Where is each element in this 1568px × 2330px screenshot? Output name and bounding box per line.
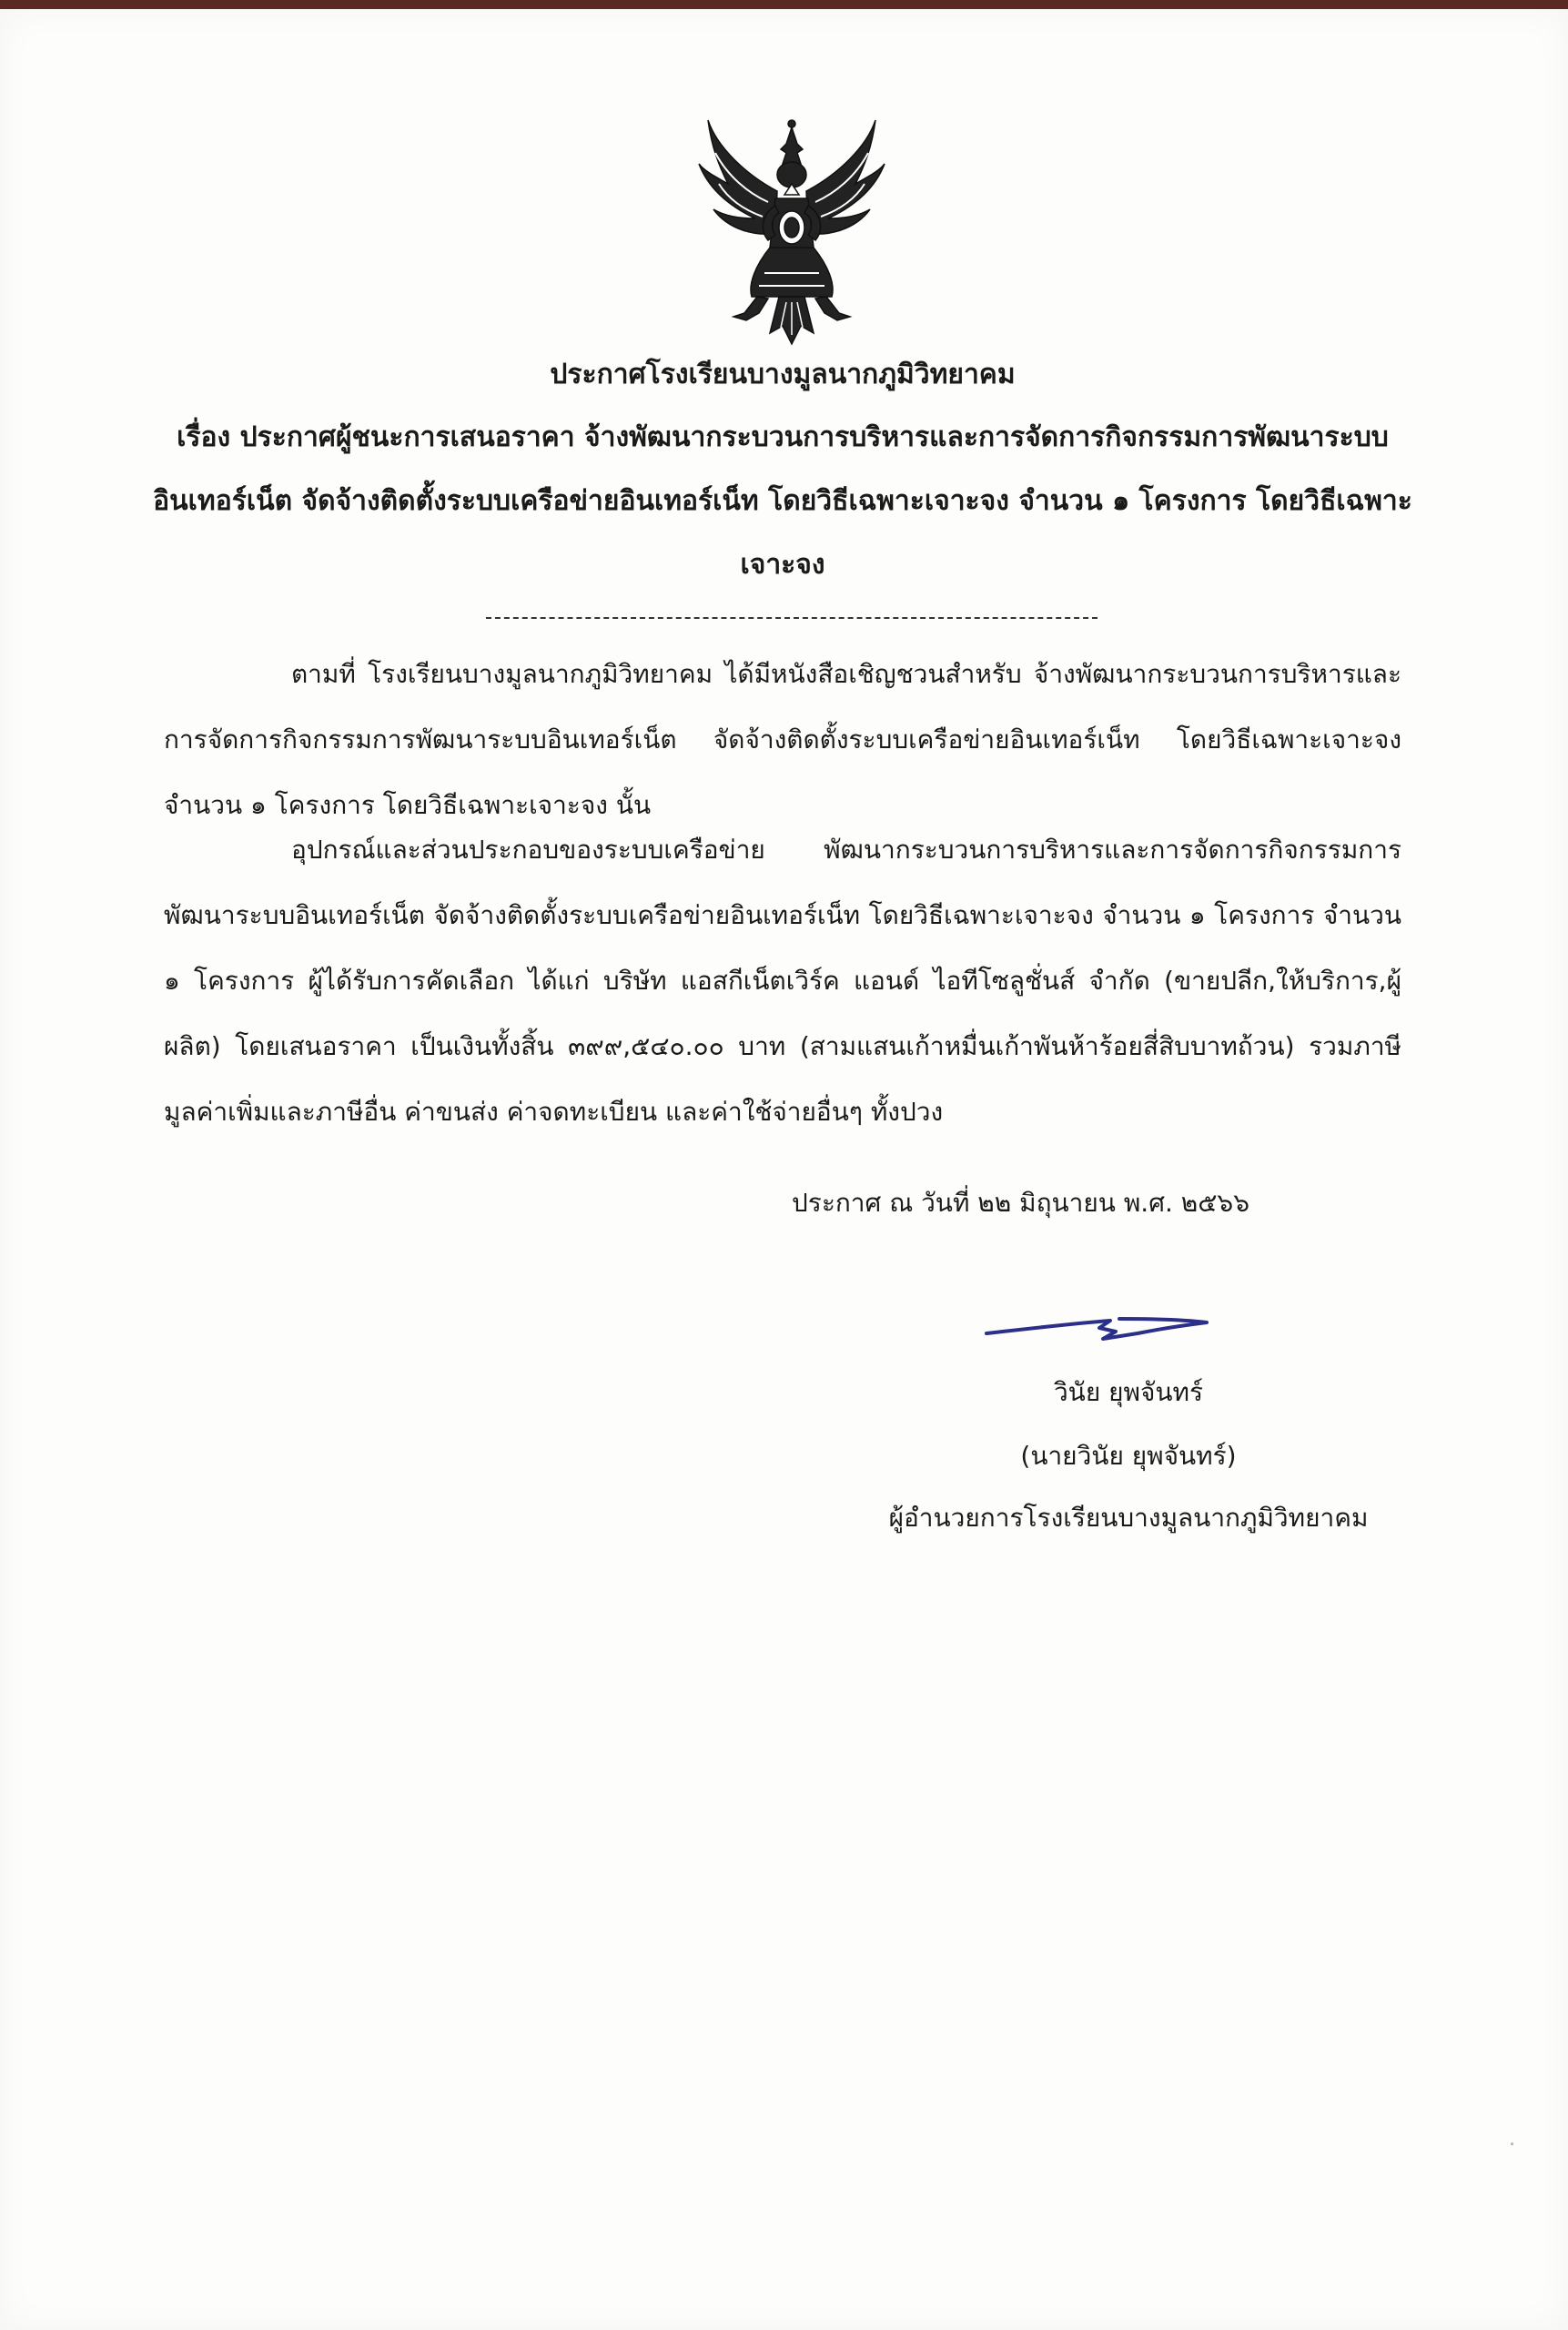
announcement-title: ประกาศโรงเรียนบางมูลนากภูมิวิทยาคม: [550, 359, 1016, 390]
signer-name: วินัย ยุพจันทร์: [1053, 1377, 1204, 1407]
page-speck: [1511, 2143, 1513, 2145]
body-paragraph-2: อุปกรณ์และส่วนประกอบของระบบเครือข่าย พัฒนากระบวนการบริหารและการจัดการกิจกรรมการพัฒนาระบบอินเทอร์เน็ต จัดจ้างติดตั้งระบบเครือข่ายอินเทอร์เน็ท โดยวิธีเฉพาะเจาะจง จำนวน ๑ โครงการ จำนวน ๑ โครงการ ผู้ได้รับการคัดเลือก ได้แก่ บริษัท แอสกีเน็ตเวิร์ค แอนด์ ไอทีโซลูชั่นส์ จำกัด (ขายปลีก,ให้บริการ,ผู้ผลิต) โดยเสนอราคา เป็นเงินทั้งสิ้น ๓๙๙,๕๔๐.๐๐ บาท (สามแสนเก้าหมื่นเก้าพันห้าร้อยสี่สิบบาทถ้วน) รวมภาษีมูลค่าเพิ่มและภาษีอื่น ค่าขนส่ง ค่าจดทะเบียน และค่าใช้จ่ายอื่นๆ ทั้งปวง: [164, 835, 1401, 1127]
document-page: [0, 9, 1568, 2330]
handwritten-signature: [983, 1297, 1210, 1352]
announcement-subject: เรื่อง ประกาศผู้ชนะการเสนอราคา จ้างพัฒนากระบวนการบริหารและการจัดการกิจกรรมการพัฒนาระบบอินเทอร์เน็ต จัดจ้างติดตั้งระบบเครือข่ายอินเทอร์เน็ท โดยวิธีเฉพาะเจาะจง จำนวน ๑ โครงการ โดยวิธีเฉพาะเจาะจง: [153, 421, 1412, 581]
body-paragraph-1: ตามที่ โรงเรียนบางมูลนากภูมิวิทยาคม ได้มีหนังสือเชิญชวนสำหรับ จ้างพัฒนากระบวนการบริหารและการจัดการกิจกรรมการพัฒนาระบบอินเทอร์เน็ต จัดจ้างติดตั้งระบบเครือข่ายอินเทอร์เน็ท โดยวิธีเฉพาะเจาะจง จำนวน ๑ โครงการ โดยวิธีเฉพาะเจาะจง นั้น: [164, 659, 1401, 820]
separator-line: [486, 617, 1098, 619]
announcement-date: ประกาศ ณ วันที่ ๒๒ มิถุนายน พ.ศ. ๒๕๖๖: [792, 1188, 1249, 1218]
signer-position: ผู้อำนวยการโรงเรียนบางมูลนากภูมิวิทยาคม: [888, 1503, 1369, 1533]
garuda-emblem-icon: [692, 111, 892, 350]
signer-full-name: (นายวินัย ยุพจันทร์): [1020, 1441, 1237, 1471]
